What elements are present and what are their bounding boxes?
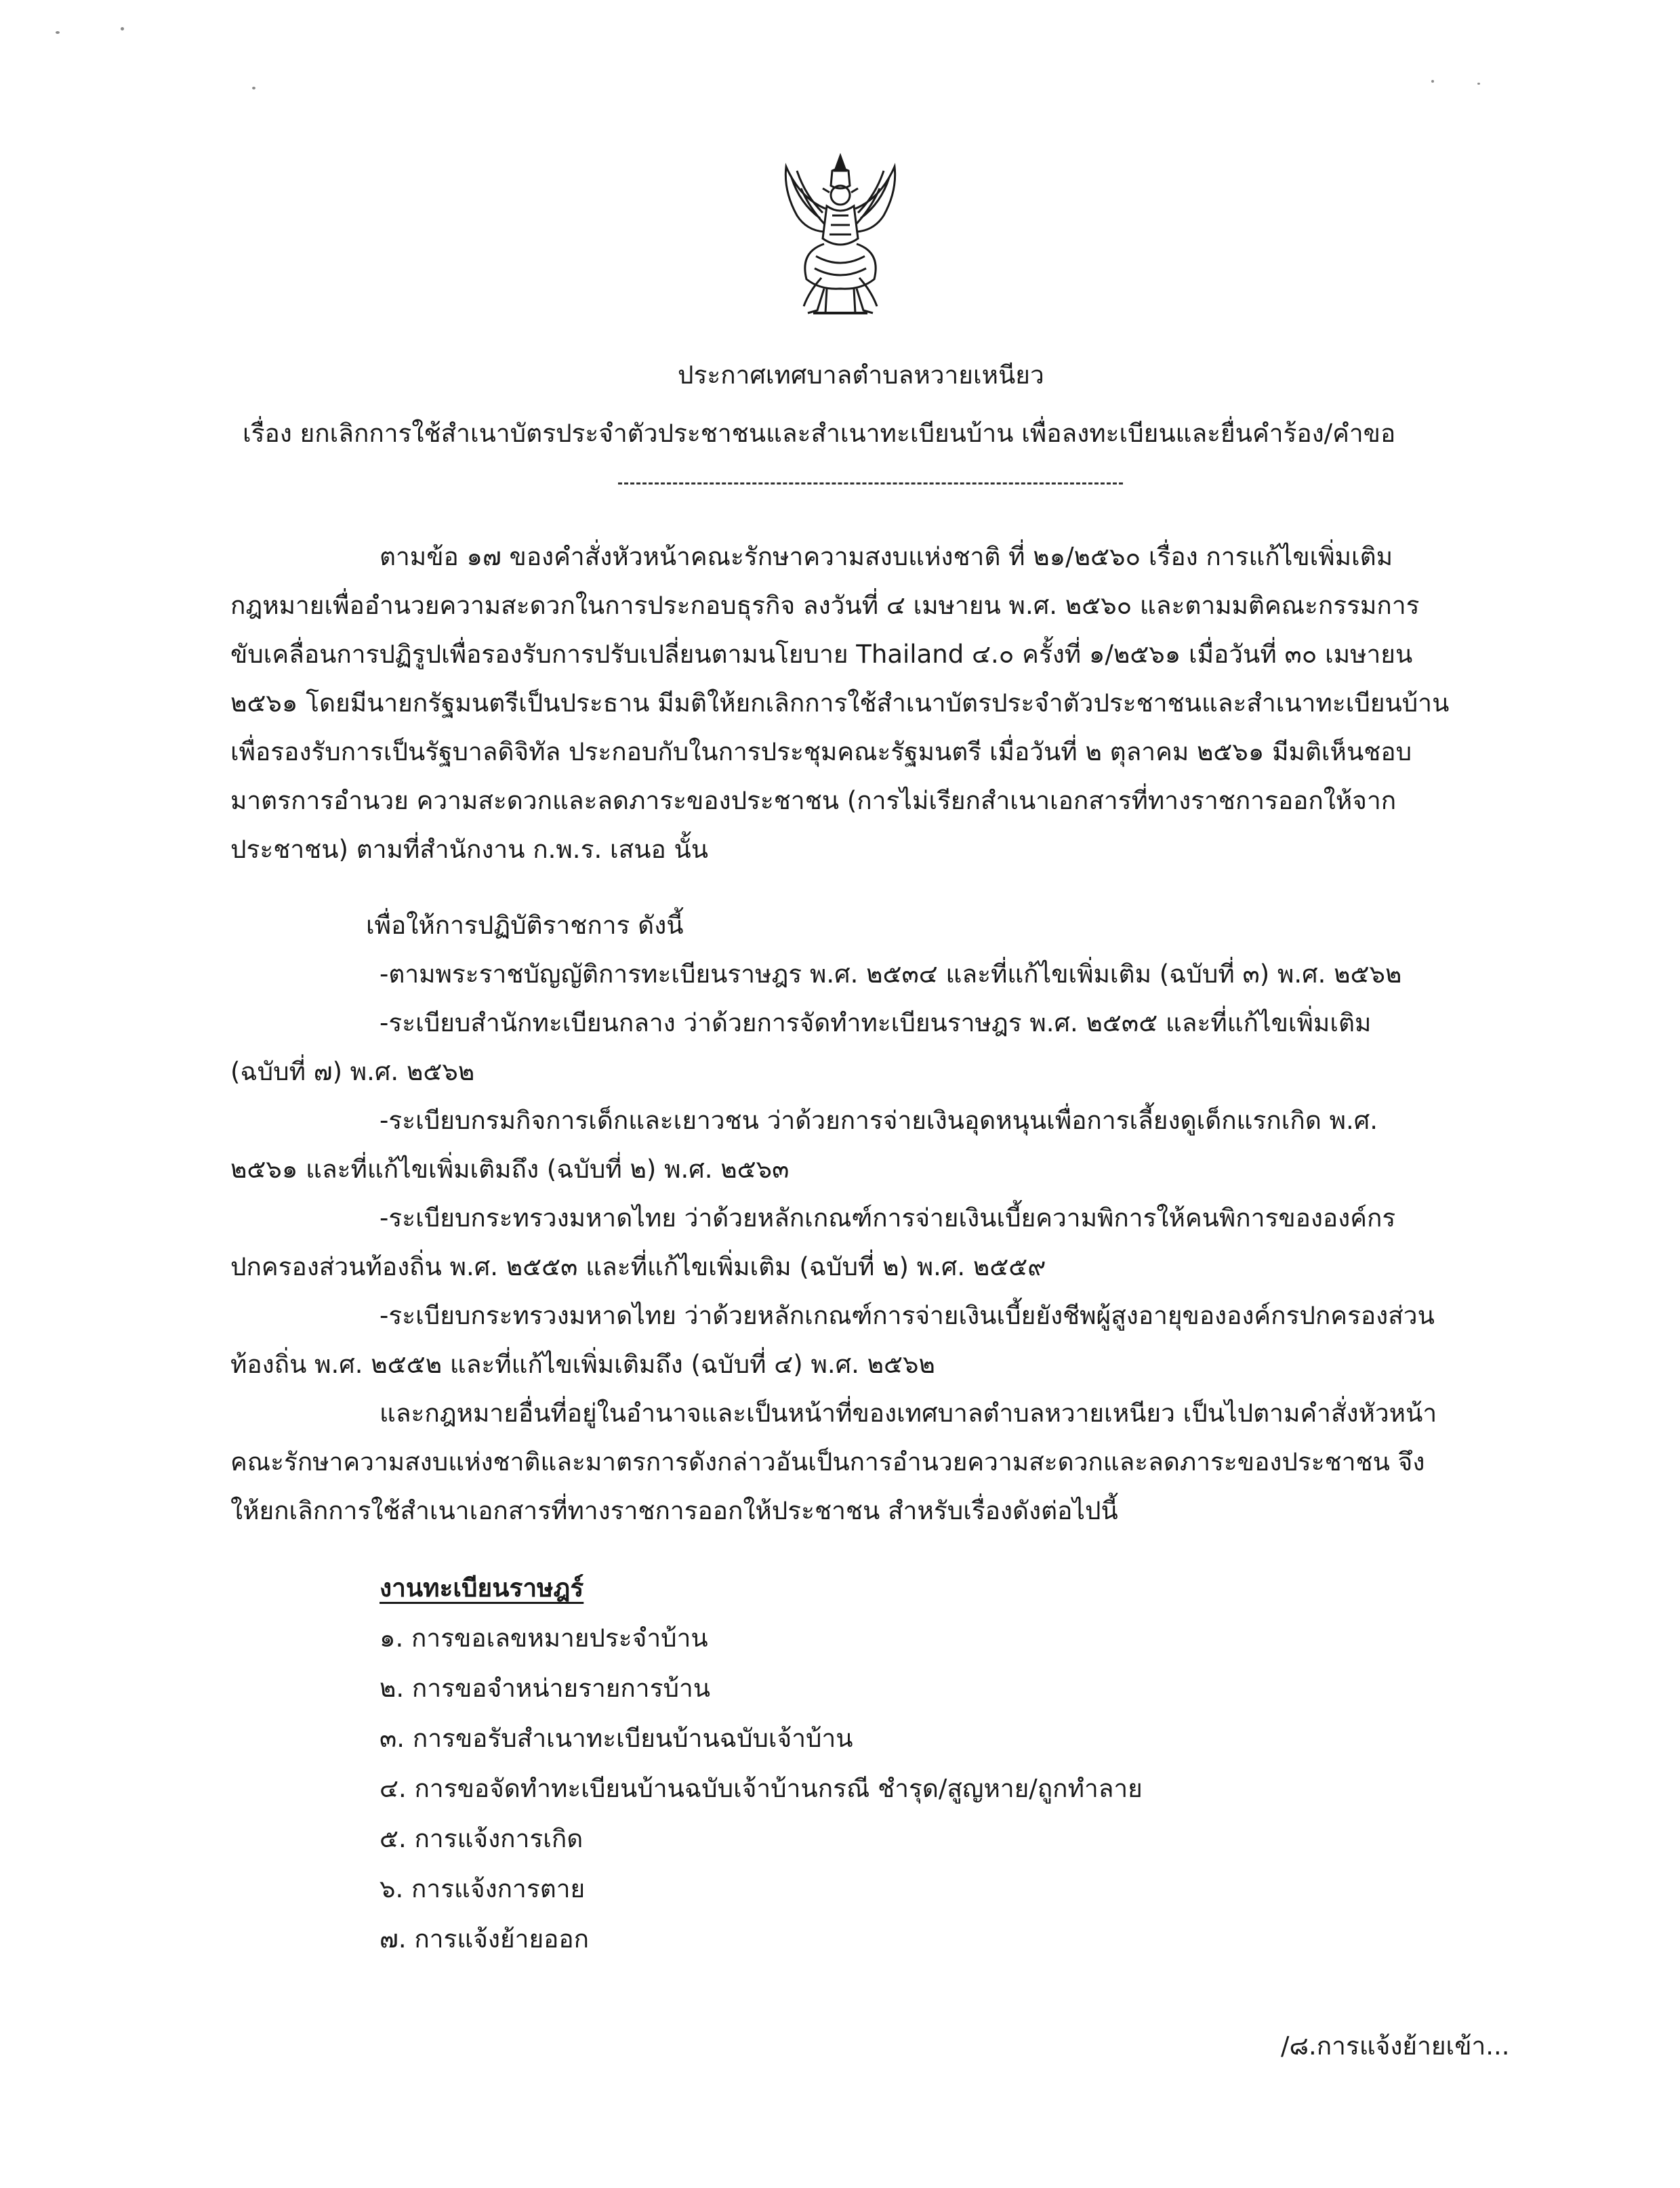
scan-speck [252, 87, 255, 89]
list-item: ๑. การขอเลขหมายประจำบ้าน [380, 1624, 708, 1653]
paragraph-line: คณะรักษาความสงบแห่งชาติและมาตรการดังกล่าวอันเป็นการอำนวยความสะดวกและลดภาระของประชาชน จึง [230, 1447, 1425, 1477]
regulation-line: (ฉบับที่ ๗) พ.ศ. ๒๕๖๒ [230, 1057, 475, 1086]
paragraph-line: ขับเคลื่อนการปฏิรูปเพื่อรองรับการปรับเปลี่ยนตามนโยบาย Thailand ๔.๐ ครั้งที่ ๑/๒๕๖๑ เมื่อวันที่ ๓๐ เมษายน [230, 640, 1413, 669]
announcement-title: ประกาศเทศบาลตำบลหวายเหนียว [678, 360, 1044, 390]
scan-speck [56, 31, 60, 34]
regulation-line: -ระเบียบสำนักทะเบียนกลาง ว่าด้วยการจัดทำทะเบียนราษฎร พ.ศ. ๒๕๓๕ และที่แก้ไขเพิ่มเติม [380, 1008, 1372, 1037]
list-item: ๔. การขอจัดทำทะเบียนบ้านฉบับเจ้าบ้านกรณี ชำรุด/สูญหาย/ถูกทำลาย [380, 1774, 1143, 1803]
announcement-subject: เรื่อง ยกเลิกการใช้สำเนาบัตรประจำตัวประชาชนและสำเนาทะเบียนบ้าน เพื่อลงทะเบียนและยื่นคำร้อง/คำขอ [243, 419, 1396, 448]
section-heading: งานทะเบียนราษฎร์ [380, 1573, 584, 1603]
list-item: ๓. การขอรับสำเนาทะเบียนบ้านฉบับเจ้าบ้าน [380, 1724, 853, 1753]
paragraph-line: มาตรการอำนวย ความสะดวกและลดภาระของประชาชน (การไม่เรียกสำเนาเอกสารที่ทางราชการออกให้จาก [230, 786, 1397, 815]
regulation-line: -ตามพระราชบัญญัติการทะเบียนราษฎร พ.ศ. ๒๕๓๔ และที่แก้ไขเพิ่มเติม (ฉบับที่ ๓) พ.ศ. ๒๕๖๒ [380, 959, 1402, 989]
list-item: ๕. การแจ้งการเกิด [380, 1824, 583, 1853]
scan-speck [121, 27, 124, 30]
paragraph-line: กฎหมายเพื่ออำนวยความสะดวกในการประกอบธุรกิจ ลงวันที่ ๔ เมษายน พ.ศ. ๒๕๖๐ และตามมติคณะกรรมการ [230, 591, 1420, 620]
continuation-note: /๘.การแจ้งย้ายเข้า... [1281, 2031, 1510, 2061]
scan-speck [1477, 83, 1480, 85]
regulation-line: ท้องถิ่น พ.ศ. ๒๕๕๒ และที่แก้ไขเพิ่มเติมถึง (ฉบับที่ ๔) พ.ศ. ๒๕๖๒ [230, 1350, 935, 1379]
garuda-emblem-icon [759, 150, 922, 318]
regulation-line: -ระเบียบกระทรวงมหาดไทย ว่าด้วยหลักเกณฑ์การจ่ายเงินเบี้ยยังชีพผู้สูงอายุขององค์กรปกครองส่วน [380, 1301, 1435, 1330]
regulation-line: ปกครองส่วนท้องถิ่น พ.ศ. ๒๕๕๓ และที่แก้ไขเพิ่มเติม (ฉบับที่ ๒) พ.ศ. ๒๕๕๙ [230, 1252, 1046, 1281]
paragraph-line: ๒๕๖๑ โดยมีนายกรัฐมนตรีเป็นประธาน มีมติให้ยกเลิกการใช้สำเนาบัตรประจำตัวประชาชนและสำเนาทะเบียนบ้าน [230, 688, 1450, 718]
paragraph-line: และกฎหมายอื่นที่อยู่ในอำนาจและเป็นหน้าที่ของเทศบาลตำบลหวายเหนียว เป็นไปตามคำสั่งหัวหน้า [380, 1399, 1437, 1428]
regulation-line: -ระเบียบกระทรวงมหาดไทย ว่าด้วยหลักเกณฑ์การจ่ายเงินเบี้ยความพิการให้คนพิการขององค์กร [380, 1203, 1396, 1233]
list-item: ๖. การแจ้งการตาย [380, 1874, 586, 1903]
list-item: ๒. การขอจำหน่ายรายการบ้าน [380, 1674, 711, 1703]
intro-line: เพื่อให้การปฏิบัติราชการ ดังนี้ [366, 911, 684, 940]
header-divider [618, 482, 1123, 484]
regulation-line: ๒๕๖๑ และที่แก้ไขเพิ่มเติมถึง (ฉบับที่ ๒) พ.ศ. ๒๕๖๓ [230, 1155, 790, 1184]
paragraph-line: ตามข้อ ๑๗ ของคำสั่งหัวหน้าคณะรักษาความสงบแห่งชาติ ที่ ๒๑/๒๕๖๐ เรื่อง การแก้ไขเพิ่มเติม [380, 542, 1393, 571]
paragraph-line: เพื่อรองรับการเป็นรัฐบาลดิจิทัล ประกอบกับในการประชุมคณะรัฐมนตรี เมื่อวันที่ ๒ ตุลาคม ๒๕๖๑ มีมติเห็นชอบ [230, 737, 1412, 766]
paragraph-line: ให้ยกเลิกการใช้สำเนาเอกสารที่ทางราชการออกให้ประชาชน สำหรับเรื่องดังต่อไปนี้ [230, 1496, 1118, 1525]
paragraph-line: ประชาชน) ตามที่สำนักงาน ก.พ.ร. เสนอ นั้น [230, 835, 709, 864]
regulation-line: -ระเบียบกรมกิจการเด็กและเยาวชน ว่าด้วยการจ่ายเงินอุดหนุนเพื่อการเลี้ยงดูเด็กแรกเกิด พ.ศ. [380, 1106, 1378, 1135]
list-item: ๗. การแจ้งย้ายออก [380, 1924, 589, 1954]
scan-speck [1431, 80, 1434, 83]
